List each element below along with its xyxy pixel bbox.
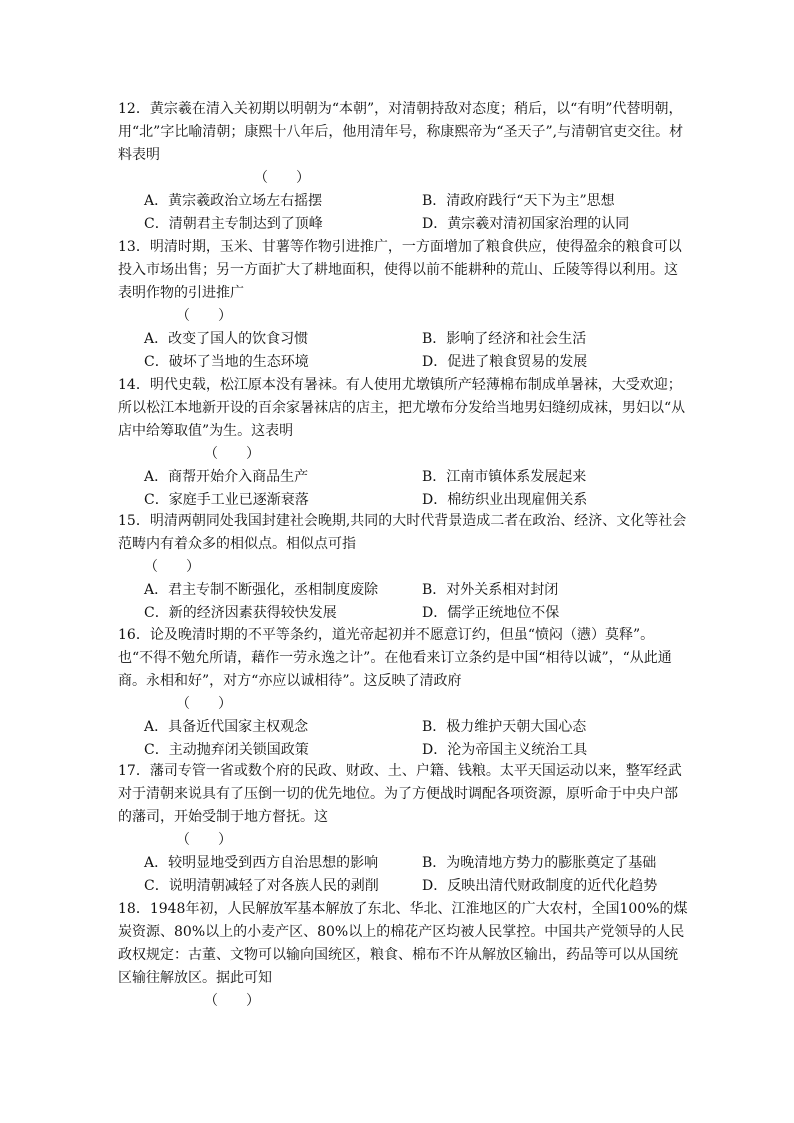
options <box>144 716 688 762</box>
option-b: B．江南市镇体系发展起来 <box>422 469 587 485</box>
question-12 <box>118 98 688 236</box>
answer-blank: （ ） <box>176 832 232 848</box>
answer-blank: （ ） <box>144 559 200 575</box>
option-c: C．主动抛弃闭关锁国政策 <box>144 742 309 758</box>
option-b: B．影响了经济和社会生活 <box>422 331 587 347</box>
answer-blank: （ ） <box>176 696 232 712</box>
question-stem: 16．论及晚清时期的不平等条约，道光帝起初并不愿意订约，但虽“愤闷（懑）莫释”。也“不得不勉允所请，藉作一劳永逸之计”。在他看来订立条约是中国“相待以诚”，“从此通商。永相和好”，对方“亦应以诚相待”。这反映了清政府 <box>118 627 672 689</box>
question-stem: 13．明清时期，玉米、甘薯等作物引进推广，一方面增加了粮食供应，使得盈余的粮食可以投入市场出售；另一方面扩大了耕地面积，使得以前不能耕种的荒山、丘陵等得以利用。这表明作物的引进推广 <box>118 239 682 301</box>
question-14 <box>118 374 688 512</box>
option-a: A．改变了国人的饮食习惯 <box>144 331 309 347</box>
option-a: A．商帮开始介入商品生产 <box>144 469 309 485</box>
option-d: D．沦为帝国主义统治工具 <box>422 742 588 758</box>
options <box>144 190 688 236</box>
option-a: A．黄宗羲政治立场左右摇摆 <box>144 193 323 209</box>
answer-blank: （ ） <box>176 308 232 324</box>
options <box>144 579 688 625</box>
question-13 <box>118 236 688 374</box>
question-15 <box>118 510 688 625</box>
question-stem: 15．明清两朝同处我国封建社会晚期,共同的大时代背景造成二者在政治、经济、文化等社会范畴内有着众多的相似点。相似点可指 <box>118 513 687 552</box>
answer-blank: （ ） <box>204 446 260 462</box>
option-c: C．破坏了当地的生态环境 <box>144 354 309 370</box>
question-stem: 18．1948年初，人民解放军基本解放了东北、华北、江淮地区的广大农村，全国100%的煤炭资源、80%以上的小麦产区、80%以上的棉花产区均被人民掌控。中国共产党领导的人民政权规定：古董、文物可以输向国统区，粮食、棉布不许从解放区输出，药品等可以从国统区输往解放区。据此可知 <box>118 901 688 986</box>
option-d: D．儒学正统地位不保 <box>422 605 560 621</box>
option-c: C．说明清朝减轻了对各族人民的剥削 <box>144 878 379 894</box>
option-d: D．黄宗羲对清初国家治理的认同 <box>422 216 630 232</box>
option-b: B．极力维护天朝大国心态 <box>422 719 587 735</box>
question-stem: 12．黄宗羲在清入关初期以明朝为“本朝”，对清朝持敌对态度；稍后，以“有明”代替明朝，用“北”字比喻清朝；康熙十八年后，他用清年号，称康熙帝为“圣天子”,与清朝官吏交往。材料表明 <box>118 101 684 163</box>
option-d: D．反映出清代财政制度的近代化趋势 <box>422 878 658 894</box>
question-18 <box>118 898 688 1013</box>
options <box>144 328 688 374</box>
option-b: B．为晚清地方势力的膨胀奠定了基础 <box>422 855 657 871</box>
option-b: B．清政府践行“天下为主”思想 <box>422 193 615 209</box>
option-d: D．促进了粮食贸易的发展 <box>422 354 588 370</box>
answer-blank: （ ） <box>254 170 310 186</box>
option-c: C．新的经济因素获得较快发展 <box>144 605 337 621</box>
answer-blank: （ ） <box>204 993 260 1009</box>
option-a: A．较明显地受到西方自治思想的影响 <box>144 855 379 871</box>
option-a: A．君主专制不断强化，丞相制度废除 <box>144 582 379 598</box>
question-stem: 14．明代史载，松江原本没有暑袜。有人使用尤墩镇所产轻薄棉布制成单暑袜，大受欢迎；所以松江本地新开设的百余家暑袜店的店主，把尤墩布分发给当地男妇缝纫成袜，男妇以“从店中给筹取值”为生。这表明 <box>118 377 686 439</box>
options <box>144 466 688 512</box>
question-16 <box>118 624 688 762</box>
option-a: A．具备近代国家主权观念 <box>144 719 309 735</box>
option-c: C．清朝君主专制达到了顶峰 <box>144 216 323 232</box>
question-17 <box>118 760 688 898</box>
option-d: D．棉纺织业出现雇佣关系 <box>422 492 588 508</box>
option-c: C．家庭手工业已逐渐衰落 <box>144 492 309 508</box>
options <box>144 852 688 898</box>
question-stem: 17．藩司专管一省或数个府的民政、财政、土、户籍、钱粮。太平天国运动以来，整军经武对于清朝来说具有了压倒一切的优先地位。为了方便战时调配各项资源，原听命于中央户部的藩司，开始受制于地方督抚。这 <box>118 763 682 825</box>
option-b: B．对外关系相对封闭 <box>422 582 559 598</box>
